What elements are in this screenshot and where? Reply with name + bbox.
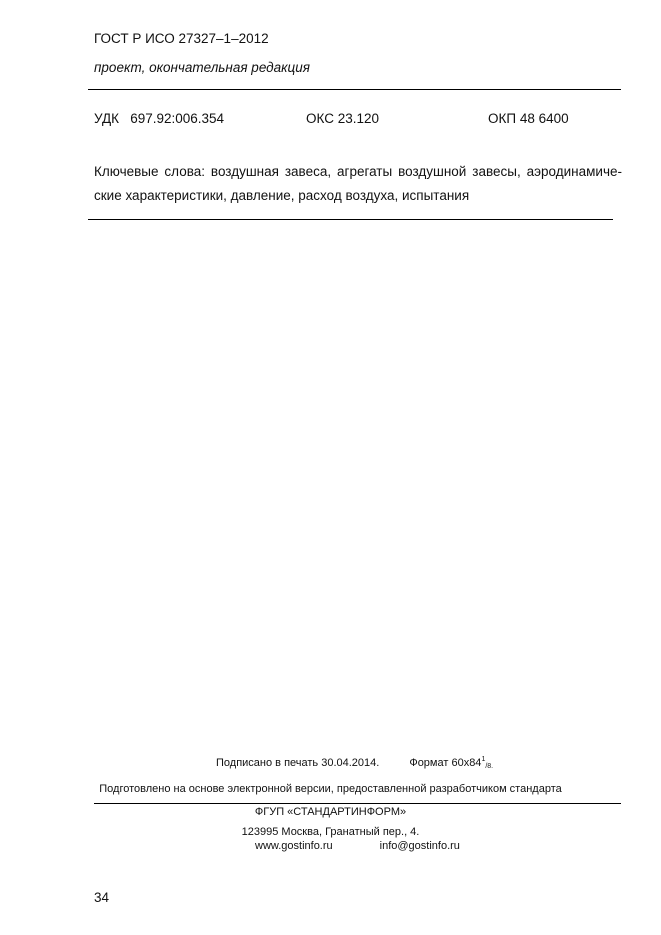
format-label: Формат 60х84 [409,757,482,769]
publisher-address: 123995 Москва, Гранатный пер., 4. [241,826,420,838]
prepared-note: Подготовлено на основе электронной версии, предоставленной разработчиком стандарта [99,783,562,795]
oks-code: ОКС 23.120 [306,111,380,126]
standard-title: ГОСТ Р ИСО 27327–1–2012 [94,31,269,46]
keywords-paragraph: Ключевые слова: воздушная завеса, агрегаты воздушной завесы, аэродинамиче-ские характеристики, давление, расход воздуха, испытания [94,164,622,203]
keywords-rule [88,219,613,220]
format-denominator: /8. [485,763,494,770]
publisher-name: ФГУП «СТАНДАРТИНФОРМ» [254,806,407,818]
email-link[interactable]: info@gostinfo.ru [379,840,460,852]
header-rule [88,89,621,90]
format-numerator: 1 [481,756,486,763]
signed-line [216,756,493,770]
publisher-contacts [255,840,460,852]
udk-code: УДК 697.92:006.354 [94,111,225,126]
okp-code: ОКП 48 6400 [488,111,569,126]
website-link[interactable]: www.gostinfo.ru [255,840,333,852]
imprint-rule [94,803,621,804]
draft-note: проект, окончательная редакция [94,60,310,75]
signed-date: Подписано в печать 30.04.2014. [216,757,380,769]
page-number: 34 [94,890,110,905]
